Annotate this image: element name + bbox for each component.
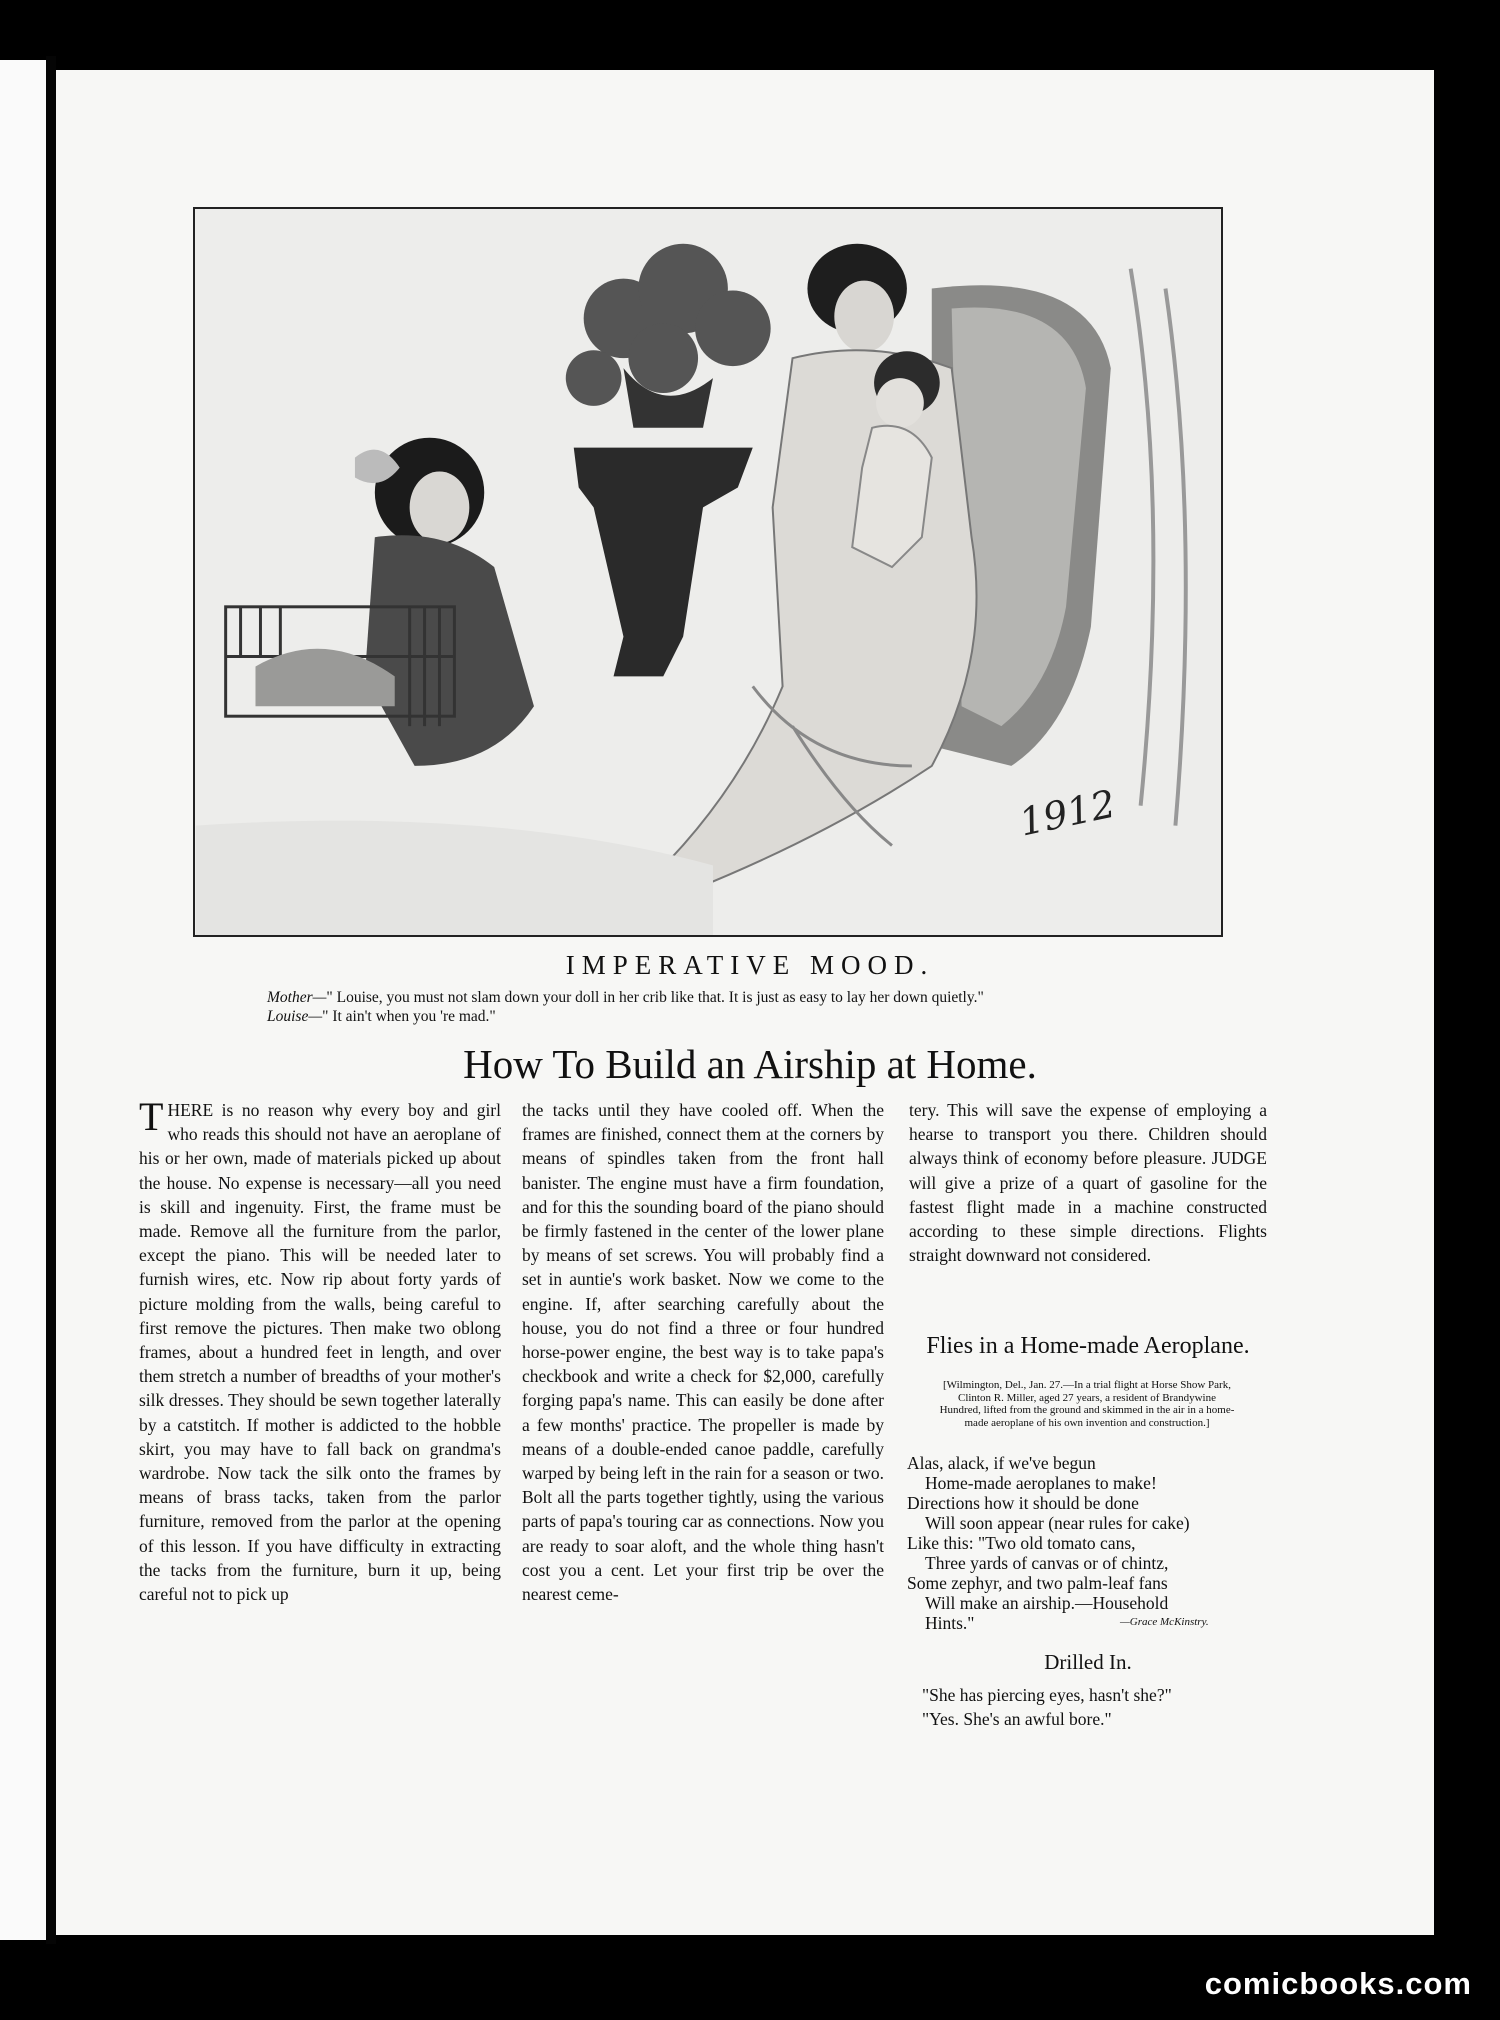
drilled-line-1: "She has piercing eyes, hasn't she?" — [922, 1685, 1172, 1705]
caption-title: IMPERATIVE MOOD. — [565, 950, 935, 980]
drop-cap: T — [139, 1094, 164, 1139]
article-column-3: tery. This will save the expense of employing a hearse to transport you there. Children should always think of economy before pleasure. JUDGE will give a prize of a quart of gasoline for the fastest flight made in a machine constructed according to these simple directions. Flights straight downward not considered. — [909, 1100, 1267, 1266]
poem-line: Will soon appear (near rules for cake) — [925, 1513, 1190, 1533]
poem-author: —Grace McKinstry. — [1120, 1616, 1209, 1628]
louise-quote: " It ain't when you 're mad." — [322, 1008, 496, 1025]
caption-dialogue — [267, 988, 1267, 1026]
article-column-2: the tacks until they have cooled off. When the frames are finished, connect them at the corners by means of spindles taken from the front hall banister. The engine must have a firm foundation, and for this the sounding board of the piano should be firmly fastened in the center of the lower plane by means of set screws. You will probably find a set in auntie's work basket. Now we come to the engine. If, after searching carefully about the house, you do not find a three or four hundred horse-power engine, the best way is to take papa's checkbook and write a check for $2,000, carefully forging papa's name. This can easily be done after a few months' practice. The propeller is made by means of a double-ended canoe paddle, carefully warped by being left in the rain for a season or two. Bolt all the parts together tightly, using the various parts of papa's touring car as connections. Now you are ready to soar aloft, and the whole thing hasn't cost you a cent. Let your first trip be over the nearest ceme- — [522, 1100, 884, 1605]
mother-quote: " Louise, you must not slam down your doll in her crib like that. It is just as easy to lay her down quietly." — [326, 989, 984, 1006]
sidebar-dateline: [Wilmington, Del., Jan. 27.—In a trial flight at Horse Show Park, Clinton R. Miller, aged 27 years, a resident of Brandywine Hundred, lifted from the ground and skimmed in the air in a home-made aeroplane of his own invention and construction.] — [939, 1379, 1235, 1429]
sidebar-title: Flies in a Home-made Aeroplane. — [926, 1333, 1250, 1359]
speaker-mother: Mother— — [267, 989, 327, 1006]
article-headline: How To Build an Airship at Home. — [463, 1041, 1037, 1087]
drilled-joke — [922, 1683, 1282, 1731]
caption-line-louise — [267, 1007, 1267, 1026]
page-spine — [46, 56, 56, 1944]
facing-page-edge — [0, 60, 46, 1940]
drilled-title: Drilled In. — [1044, 1650, 1132, 1674]
poem-line: Directions how it should be done — [907, 1493, 1139, 1513]
artist-signature: 1912 — [1015, 781, 1120, 845]
speaker-louise: Louise— — [267, 1008, 323, 1025]
column-1-text: HERE is no reason why every boy and girl who reads this should not have an aeroplane of his or her own, made of materials picked up about the house. No expense is necessary—all you need is skill and ingenuity. First, the frame must be made. Remove all the furniture from the parlor, except the piano. This will be needed later to furnish wires, etc. Now rip about forty yards of picture molding from the walls, being careful to first remove the pictures. Then make two oblong frames, about a hundred feet in length, and over them stretch a number of breadths of your mother's silk dresses. They should be sewn together laterally by a catstitch. If mother is addicted to the hobble skirt, you may have to fall back on grandma's wardrobe. Now tack the silk onto the frames by means of brass tacks, taken from the parlor furniture, removed from the parlor at the opening of this lesson. If you have difficulty in extracting the tacks from the furniture, burn it up, being careful not to pick up — [139, 1100, 501, 1605]
watermark: comicbooks.com — [1204, 1966, 1472, 2001]
poem-line: Will make an airship.—Household — [925, 1593, 1169, 1613]
caption-line-mother — [267, 988, 1267, 1007]
poem-line: Hints." — [925, 1613, 975, 1633]
poem-line: Three yards of canvas or of chintz, — [925, 1553, 1169, 1573]
illustration — [193, 207, 1223, 937]
poem-line: Home-made aeroplanes to make! — [925, 1473, 1157, 1493]
poem-line: Some zephyr, and two palm-leaf fans — [907, 1573, 1168, 1593]
article-column-1 — [139, 1094, 501, 1606]
drilled-line-2: "Yes. She's an awful bore." — [922, 1709, 1112, 1729]
poem — [907, 1453, 1269, 1633]
poem-line: Alas, alack, if we've begun — [907, 1453, 1096, 1473]
poem-line: Like this: "Two old tomato cans, — [907, 1533, 1136, 1553]
